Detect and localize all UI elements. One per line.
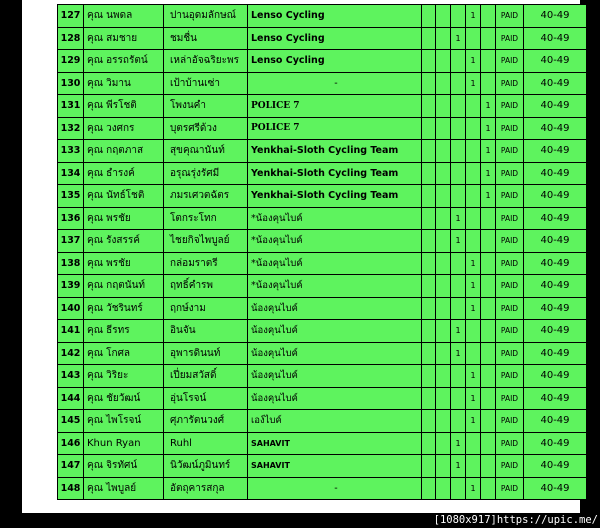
team-name: -	[248, 477, 422, 500]
category-mark-3	[466, 207, 481, 230]
row-number: 148	[58, 477, 84, 500]
last-name: โตกระโทก	[164, 207, 248, 230]
category-mark-4	[481, 432, 496, 455]
category-mark-4	[481, 252, 496, 275]
age-group: 40-49	[524, 50, 587, 73]
category-mark-2	[451, 72, 466, 95]
blank-cell	[422, 477, 436, 500]
first-name: คุณ ไพบูลย์	[84, 477, 164, 500]
first-name: คุณ กฤตนันท์	[84, 275, 164, 298]
blank-cell	[422, 410, 436, 433]
blank-cell	[422, 5, 436, 28]
category-mark-2: 1	[451, 207, 466, 230]
last-name: เหล่าอัจฉริยะพร	[164, 50, 248, 73]
category-mark-3: 1	[466, 477, 481, 500]
payment-status: PAID	[496, 275, 524, 298]
payment-status: PAID	[496, 117, 524, 140]
category-mark-4	[481, 230, 496, 253]
row-number: 137	[58, 230, 84, 253]
table-row	[58, 230, 587, 253]
last-name: ศุภารัตนวงศ์	[164, 410, 248, 433]
table-row	[58, 252, 587, 275]
blank-cell	[436, 410, 451, 433]
payment-status: PAID	[496, 320, 524, 343]
payment-status: PAID	[496, 477, 524, 500]
category-mark-2	[451, 95, 466, 118]
row-number: 147	[58, 455, 84, 478]
team-name: POLICE 7	[248, 117, 422, 140]
last-name: ฤกษ์งาม	[164, 297, 248, 320]
row-number: 143	[58, 365, 84, 388]
category-mark-2: 1	[451, 342, 466, 365]
team-name: *น้องคุนไบค์	[248, 275, 422, 298]
first-name: คุณ อรรถรัตน์	[84, 50, 164, 73]
team-name: Yenkhai-Sloth Cycling Team	[248, 185, 422, 208]
last-name: อุพารดินนท์	[164, 342, 248, 365]
category-mark-4	[481, 477, 496, 500]
team-name: น้องคุนไบค์	[248, 365, 422, 388]
last-name: สุขคุณานันท์	[164, 140, 248, 163]
table-body	[58, 5, 587, 500]
row-number: 132	[58, 117, 84, 140]
payment-status: PAID	[496, 252, 524, 275]
team-name: POLICE 7	[248, 95, 422, 118]
team-name: SAHAVIT	[248, 432, 422, 455]
table-row	[58, 117, 587, 140]
category-mark-4	[481, 207, 496, 230]
team-name: *น้องคุนไบค์	[248, 207, 422, 230]
category-mark-4	[481, 387, 496, 410]
last-name: กล่อมราตรี	[164, 252, 248, 275]
category-mark-4: 1	[481, 185, 496, 208]
row-number: 127	[58, 5, 84, 28]
age-group: 40-49	[524, 117, 587, 140]
blank-cell	[436, 27, 451, 50]
category-mark-3	[466, 230, 481, 253]
blank-cell	[422, 455, 436, 478]
age-group: 40-49	[524, 162, 587, 185]
blank-cell	[422, 432, 436, 455]
last-name: โพงนคำ	[164, 95, 248, 118]
first-name: Khun Ryan	[84, 432, 164, 455]
payment-status: PAID	[496, 230, 524, 253]
row-number: 142	[58, 342, 84, 365]
payment-status: PAID	[496, 207, 524, 230]
payment-status: PAID	[496, 297, 524, 320]
blank-cell	[436, 365, 451, 388]
age-group: 40-49	[524, 432, 587, 455]
team-name: Yenkhai-Sloth Cycling Team	[248, 140, 422, 163]
table-row	[58, 342, 587, 365]
category-mark-4	[481, 320, 496, 343]
category-mark-2	[451, 477, 466, 500]
last-name: อุ่นโรจน์	[164, 387, 248, 410]
blank-cell	[422, 72, 436, 95]
category-mark-4	[481, 72, 496, 95]
blank-cell	[422, 140, 436, 163]
last-name: ภมรเศวตฉัตร	[164, 185, 248, 208]
category-mark-2	[451, 365, 466, 388]
age-group: 40-49	[524, 342, 587, 365]
category-mark-2	[451, 185, 466, 208]
payment-status: PAID	[496, 162, 524, 185]
row-number: 145	[58, 410, 84, 433]
category-mark-2	[451, 5, 466, 28]
table-row	[58, 455, 587, 478]
row-number: 138	[58, 252, 84, 275]
table-row	[58, 432, 587, 455]
category-mark-4	[481, 50, 496, 73]
watermark-text: [1080x917]https://upic.me/	[433, 514, 598, 526]
blank-cell	[422, 297, 436, 320]
first-name: คุณ วัชรินทร์	[84, 297, 164, 320]
team-name: น้องคุนไบค์	[248, 297, 422, 320]
category-mark-4	[481, 342, 496, 365]
blank-cell	[436, 455, 451, 478]
team-name: Lenso Cycling	[248, 50, 422, 73]
first-name: คุณ พีรโชติ	[84, 95, 164, 118]
blank-cell	[436, 387, 451, 410]
age-group: 40-49	[524, 410, 587, 433]
age-group: 40-49	[524, 477, 587, 500]
registration-table	[57, 4, 587, 500]
payment-status: PAID	[496, 185, 524, 208]
team-name: น้องคุนไบค์	[248, 320, 422, 343]
payment-status: PAID	[496, 387, 524, 410]
category-mark-2	[451, 297, 466, 320]
first-name: คุณ พรชัย	[84, 207, 164, 230]
category-mark-4: 1	[481, 117, 496, 140]
row-number: 136	[58, 207, 84, 230]
table-row	[58, 50, 587, 73]
last-name: ฤทธิ์คำรพ	[164, 275, 248, 298]
category-mark-2	[451, 387, 466, 410]
category-mark-2	[451, 410, 466, 433]
category-mark-3	[466, 455, 481, 478]
payment-status: PAID	[496, 50, 524, 73]
age-group: 40-49	[524, 320, 587, 343]
row-number: 144	[58, 387, 84, 410]
table-row	[58, 5, 587, 28]
blank-cell	[436, 342, 451, 365]
category-mark-3	[466, 140, 481, 163]
payment-status: PAID	[496, 342, 524, 365]
blank-cell	[436, 140, 451, 163]
first-name: คุณ ธีรทร	[84, 320, 164, 343]
blank-cell	[436, 275, 451, 298]
category-mark-3	[466, 27, 481, 50]
team-name: *น้องคุนไบค์	[248, 252, 422, 275]
category-mark-4	[481, 410, 496, 433]
first-name: คุณ โกศล	[84, 342, 164, 365]
last-name: อินจัน	[164, 320, 248, 343]
category-mark-3	[466, 432, 481, 455]
first-name: คุณ ธำรงค์	[84, 162, 164, 185]
age-group: 40-49	[524, 387, 587, 410]
category-mark-2	[451, 252, 466, 275]
category-mark-2: 1	[451, 432, 466, 455]
row-number: 128	[58, 27, 84, 50]
row-number: 146	[58, 432, 84, 455]
payment-status: PAID	[496, 5, 524, 28]
age-group: 40-49	[524, 95, 587, 118]
table-row	[58, 95, 587, 118]
row-number: 140	[58, 297, 84, 320]
first-name: คุณ วิมาน	[84, 72, 164, 95]
blank-cell	[422, 185, 436, 208]
table-row	[58, 297, 587, 320]
age-group: 40-49	[524, 140, 587, 163]
category-mark-2	[451, 140, 466, 163]
row-number: 134	[58, 162, 84, 185]
category-mark-4: 1	[481, 140, 496, 163]
first-name: คุณ สมชาย	[84, 27, 164, 50]
last-name: ไชยกิจไพบูลย์	[164, 230, 248, 253]
category-mark-2	[451, 162, 466, 185]
category-mark-2: 1	[451, 27, 466, 50]
last-name: เปี่ยมสวัสดิ์	[164, 365, 248, 388]
category-mark-4: 1	[481, 95, 496, 118]
category-mark-4	[481, 275, 496, 298]
blank-cell	[436, 95, 451, 118]
blank-cell	[422, 162, 436, 185]
first-name: คุณ นัทธ์โชติ	[84, 185, 164, 208]
category-mark-2	[451, 275, 466, 298]
payment-status: PAID	[496, 365, 524, 388]
row-number: 135	[58, 185, 84, 208]
payment-status: PAID	[496, 410, 524, 433]
table-row	[58, 477, 587, 500]
age-group: 40-49	[524, 72, 587, 95]
registration-sheet	[57, 4, 586, 510]
table-row	[58, 365, 587, 388]
blank-cell	[436, 230, 451, 253]
blank-cell	[436, 117, 451, 140]
category-mark-3	[466, 320, 481, 343]
blank-cell	[436, 320, 451, 343]
category-mark-2: 1	[451, 320, 466, 343]
blank-cell	[436, 162, 451, 185]
category-mark-4	[481, 365, 496, 388]
blank-cell	[422, 50, 436, 73]
first-name: คุณ วงศกร	[84, 117, 164, 140]
first-name: คุณ ไพโรจน์	[84, 410, 164, 433]
table-row	[58, 275, 587, 298]
blank-cell	[436, 477, 451, 500]
team-name: SAHAVIT	[248, 455, 422, 478]
team-name: -	[248, 72, 422, 95]
first-name: คุณ นพดล	[84, 5, 164, 28]
blank-cell	[422, 207, 436, 230]
first-name: คุณ รังสรรค์	[84, 230, 164, 253]
last-name: บุตรศรีด้วง	[164, 117, 248, 140]
blank-cell	[422, 252, 436, 275]
payment-status: PAID	[496, 72, 524, 95]
blank-cell	[436, 50, 451, 73]
category-mark-2	[451, 50, 466, 73]
blank-cell	[422, 342, 436, 365]
payment-status: PAID	[496, 95, 524, 118]
category-mark-3: 1	[466, 297, 481, 320]
table-row	[58, 320, 587, 343]
blank-cell	[422, 320, 436, 343]
blank-cell	[436, 5, 451, 28]
row-number: 139	[58, 275, 84, 298]
last-name: นิวัฒน์ภูมินทร์	[164, 455, 248, 478]
row-number: 129	[58, 50, 84, 73]
blank-cell	[436, 432, 451, 455]
row-number: 130	[58, 72, 84, 95]
age-group: 40-49	[524, 275, 587, 298]
blank-cell	[422, 27, 436, 50]
blank-cell	[422, 230, 436, 253]
last-name: ปานอุดมลักษณ์	[164, 5, 248, 28]
age-group: 40-49	[524, 207, 587, 230]
category-mark-4	[481, 455, 496, 478]
team-name: เอง์ไบค์	[248, 410, 422, 433]
blank-cell	[422, 365, 436, 388]
table-row	[58, 387, 587, 410]
row-number: 141	[58, 320, 84, 343]
blank-cell	[436, 72, 451, 95]
last-name: อรุณรุ่งรัศมี	[164, 162, 248, 185]
age-group: 40-49	[524, 230, 587, 253]
payment-status: PAID	[496, 455, 524, 478]
category-mark-4	[481, 27, 496, 50]
first-name: คุณ พรชัย	[84, 252, 164, 275]
category-mark-3	[466, 95, 481, 118]
row-number: 133	[58, 140, 84, 163]
payment-status: PAID	[496, 432, 524, 455]
age-group: 40-49	[524, 5, 587, 28]
age-group: 40-49	[524, 365, 587, 388]
blank-cell	[422, 95, 436, 118]
category-mark-3: 1	[466, 5, 481, 28]
category-mark-3: 1	[466, 275, 481, 298]
category-mark-3	[466, 185, 481, 208]
table-row	[58, 140, 587, 163]
age-group: 40-49	[524, 455, 587, 478]
payment-status: PAID	[496, 27, 524, 50]
team-name: Lenso Cycling	[248, 5, 422, 28]
category-mark-3	[466, 342, 481, 365]
category-mark-3: 1	[466, 72, 481, 95]
team-name: น้องคุนไบค์	[248, 387, 422, 410]
blank-cell	[436, 185, 451, 208]
category-mark-3: 1	[466, 365, 481, 388]
team-name: *น้องคุนไบค์	[248, 230, 422, 253]
first-name: คุณ กฤตภาส	[84, 140, 164, 163]
last-name: ชมชื่น	[164, 27, 248, 50]
last-name: Ruhl	[164, 432, 248, 455]
category-mark-3	[466, 117, 481, 140]
last-name: เป้าบ้านเซ่า	[164, 72, 248, 95]
category-mark-4	[481, 5, 496, 28]
category-mark-3: 1	[466, 387, 481, 410]
first-name: คุณ วิริยะ	[84, 365, 164, 388]
table-row	[58, 185, 587, 208]
age-group: 40-49	[524, 252, 587, 275]
category-mark-2: 1	[451, 455, 466, 478]
age-group: 40-49	[524, 297, 587, 320]
team-name: น้องคุนไบค์	[248, 342, 422, 365]
category-mark-4: 1	[481, 162, 496, 185]
category-mark-2	[451, 117, 466, 140]
category-mark-4	[481, 297, 496, 320]
last-name: อัตถุคารสกุล	[164, 477, 248, 500]
payment-status: PAID	[496, 140, 524, 163]
blank-cell	[436, 252, 451, 275]
blank-cell	[422, 117, 436, 140]
age-group: 40-49	[524, 185, 587, 208]
table-row	[58, 27, 587, 50]
first-name: คุณ จิรทัศน์	[84, 455, 164, 478]
category-mark-3: 1	[466, 410, 481, 433]
category-mark-3: 1	[466, 252, 481, 275]
blank-cell	[436, 207, 451, 230]
team-name: Yenkhai-Sloth Cycling Team	[248, 162, 422, 185]
row-number: 131	[58, 95, 84, 118]
blank-cell	[436, 297, 451, 320]
category-mark-3: 1	[466, 50, 481, 73]
age-group: 40-49	[524, 27, 587, 50]
table-row	[58, 410, 587, 433]
table-row	[58, 162, 587, 185]
team-name: Lenso Cycling	[248, 27, 422, 50]
first-name: คุณ ชัยวัฒน์	[84, 387, 164, 410]
blank-cell	[422, 275, 436, 298]
category-mark-2: 1	[451, 230, 466, 253]
table-row	[58, 207, 587, 230]
document-page	[22, 0, 580, 513]
table-row	[58, 72, 587, 95]
category-mark-3	[466, 162, 481, 185]
blank-cell	[422, 387, 436, 410]
